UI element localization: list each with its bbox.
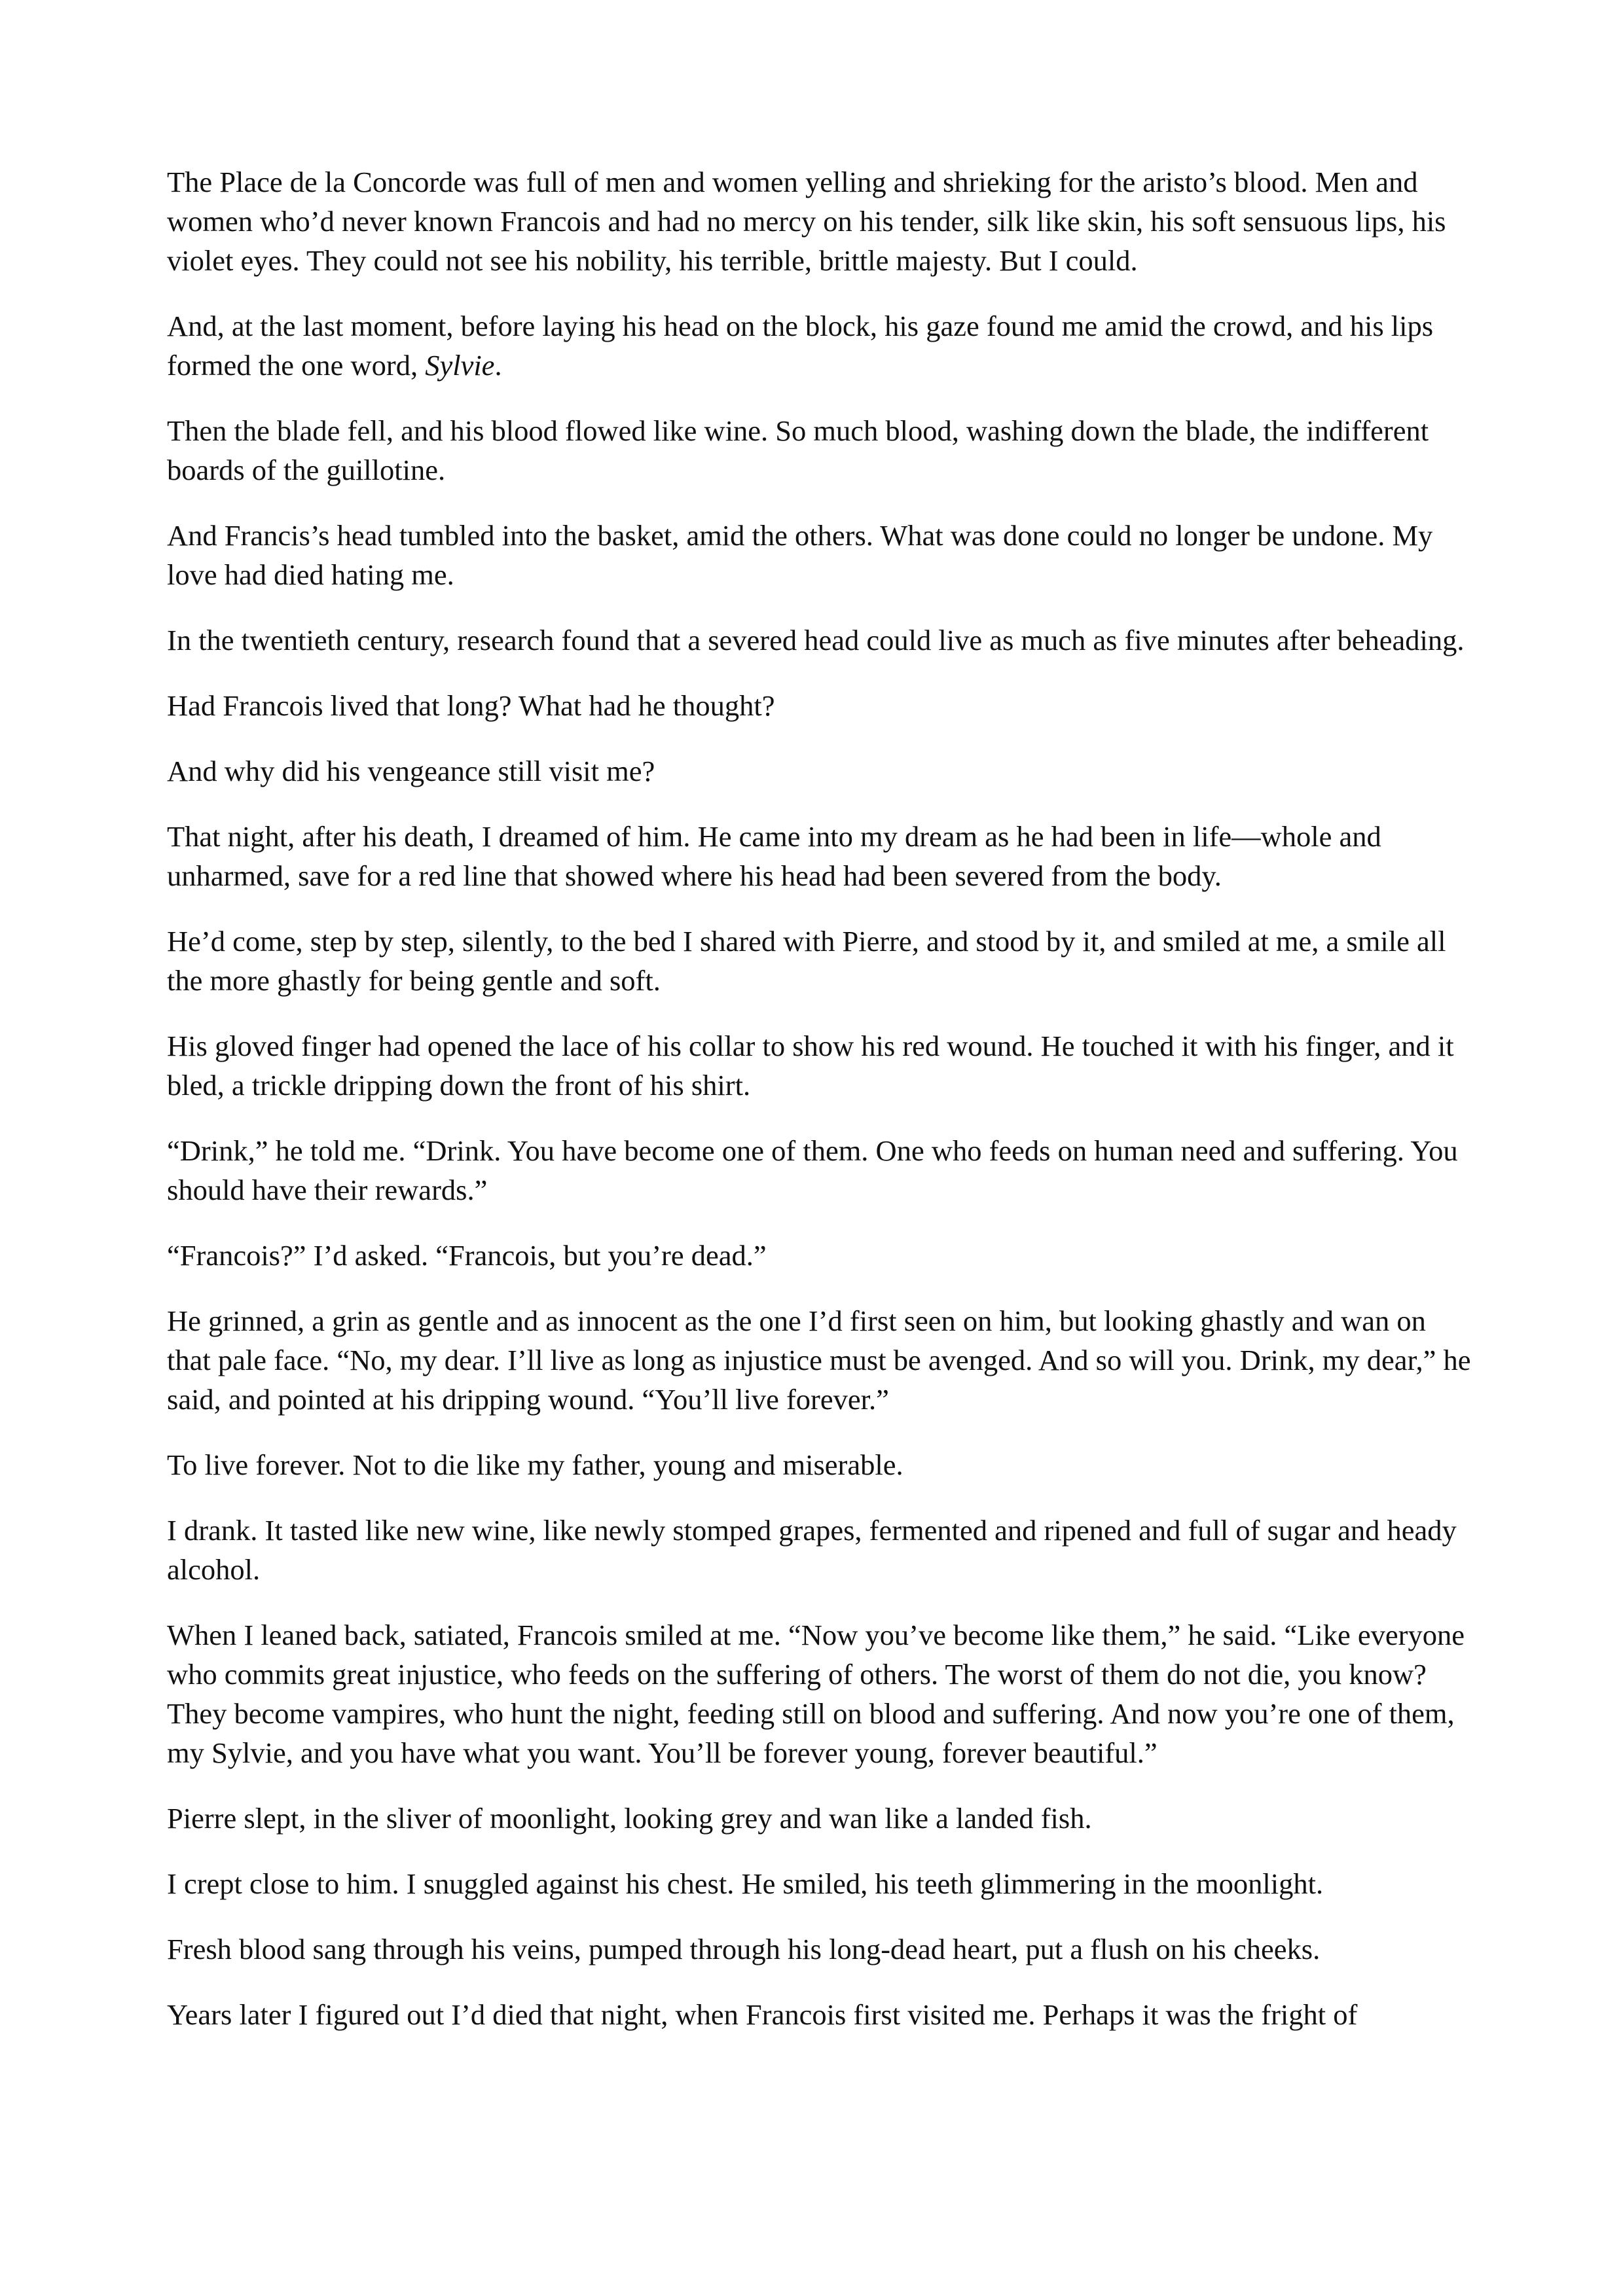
paragraph: His gloved finger had opened the lace of his collar to show his red wound. He touched it with his finger, and it bled, a trickle dripping down the front of his shirt. bbox=[167, 1030, 1454, 1102]
paragraph: And Francis’s head tumbled into the basket, amid the others. What was done could no longer be undone. My love had died hating me. bbox=[167, 519, 1433, 591]
paragraph: Then the blade fell, and his blood flowed like wine. So much blood, washing down the blade, the indifferent boards of the guillotine. bbox=[167, 414, 1429, 486]
paragraph: I drank. It tasted like new wine, like newly stomped grapes, fermented and ripened and full of sugar and heady alcohol. bbox=[167, 1514, 1457, 1586]
paragraph: Pierre slept, in the sliver of moonlight, looking grey and wan like a landed fish. bbox=[167, 1802, 1092, 1835]
paragraph: When I leaned back, satiated, Francois smiled at me. “Now you’ve become like them,” he said. “Like everyone who commits great injustice, who feeds on the suffering of others. The worst of them do not die, you know? They become vampires, who hunt the night, feeding still on blood and suffering. And now you’re one of them, my Sylvie, and you have what you want. You’ll be forever young, forever beautiful.” bbox=[167, 1619, 1465, 1769]
paragraph: He’d come, step by step, silently, to the bed I shared with Pierre, and stood by it, and smiled at me, a smile all the more ghastly for being gentle and soft. bbox=[167, 925, 1446, 997]
paragraph: Fresh blood sang through his veins, pumped through his long-dead heart, put a flush on his cheeks. bbox=[167, 1933, 1321, 1965]
paragraph: “Drink,” he told me. “Drink. You have become one of them. One who feeds on human need and suffering. You should have their rewards.” bbox=[167, 1134, 1458, 1206]
paragraph: That night, after his death, I dreamed of him. He came into my dream as he had been in life—whole and unharmed, save for a red line that showed where his head had been severed from the body. bbox=[167, 820, 1381, 892]
paragraph: Had Francois lived that long? What had he thought? bbox=[167, 689, 775, 722]
emphasized-name: Sylvie bbox=[425, 349, 495, 382]
paragraph: The Place de la Concorde was full of men and women yelling and shrieking for the aristo’s blood. Men and women who’d never known Francois and had no mercy on his tender, silk like skin, his soft sensuous lips, his violet eyes. They could not see his nobility, his terrible, brittle majesty. But I could. bbox=[167, 166, 1446, 277]
paragraph: Years later I figured out I’d died that night, when Francois first visited me. Perhaps it was the fright of bbox=[167, 1998, 1358, 2031]
paragraph: He grinned, a grin as gentle and as innocent as the one I’d first seen on him, but looking ghastly and wan on that pale face. “No, my dear. I’ll live as long as injustice must be avenged. And so will you. Drink, my dear,” he said, and pointed at his dripping wound. “You’ll live forever.” bbox=[167, 1304, 1471, 1416]
body-text bbox=[167, 162, 1476, 2060]
paragraph bbox=[167, 306, 1476, 385]
paragraph: I crept close to him. I snuggled against his chest. He smiled, his teeth glimmering in the moonlight. bbox=[167, 1867, 1324, 1900]
paragraph: To live forever. Not to die like my father, young and miserable. bbox=[167, 1448, 903, 1481]
paragraph-text: And, at the last moment, before laying his head on the block, his gaze found me amid the crowd, and his lips formed the one word, bbox=[167, 310, 1434, 382]
paragraph-text: . bbox=[494, 349, 502, 382]
paragraph: In the twentieth century, research found that a severed head could live as much as five minutes after beheading. bbox=[167, 624, 1465, 656]
paragraph: “Francois?” I’d asked. “Francois, but you’re dead.” bbox=[167, 1239, 767, 1272]
paragraph: And why did his vengeance still visit me? bbox=[167, 755, 655, 787]
